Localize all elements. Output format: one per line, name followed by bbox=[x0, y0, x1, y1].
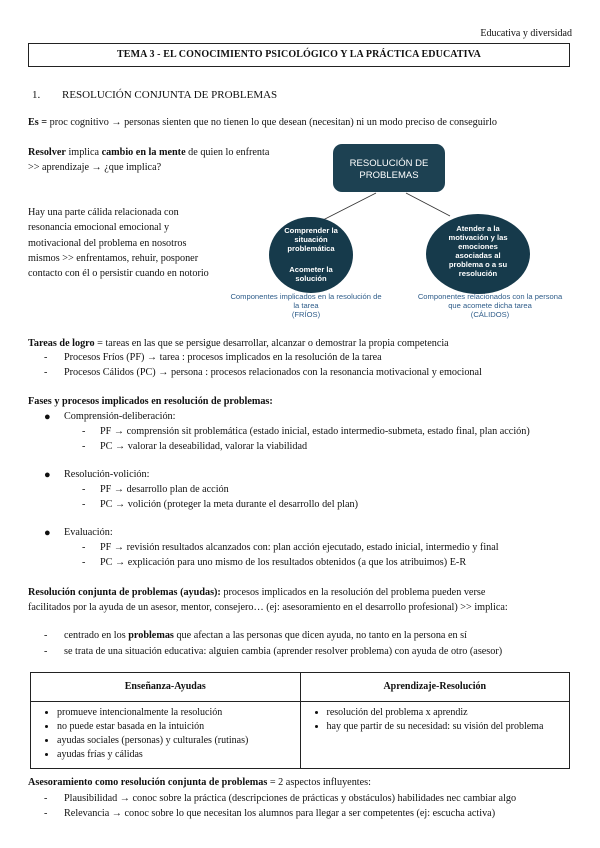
list-item-text: PF → comprensión sit problemática (estado inicial, estado intermedio-submeta, estado final, plan acción) bbox=[100, 426, 530, 437]
conjunta-item1-a: centrado en los bbox=[64, 630, 129, 641]
resolver-mid: implica bbox=[65, 147, 102, 158]
warm-line: resonancia emocional emocional y bbox=[28, 222, 170, 234]
warm-node-line: asociadas al bbox=[455, 251, 501, 260]
phase-name: Resolución-volición: bbox=[64, 469, 150, 480]
table-list-item: • resolución del problema x aprendiz bbox=[327, 706, 564, 720]
diagram-connector-right bbox=[406, 193, 450, 216]
resolver-term: Resolver bbox=[28, 147, 66, 158]
warm-node-line: Atender a la bbox=[456, 224, 500, 233]
conjunta-item1-c: que afectan a las personas que dicen ayuda, no tanto en la persona en sí bbox=[173, 630, 467, 641]
list-item: - centrado en los problemas que afectan a las personas que dicen ayuda, no tanto en la persona en sí bbox=[44, 628, 502, 644]
warm-node-line: emociones bbox=[458, 242, 498, 251]
cold-caption-line: la tarea bbox=[293, 301, 319, 310]
tareas-text: = tareas en las que se persigue desarrollar, alcanzar o demostrar la propia competencia bbox=[94, 338, 449, 349]
table-list-item: • ayudas frías y cálidas bbox=[57, 748, 294, 762]
tareas-definition bbox=[28, 337, 449, 351]
course-header: Educativa y diversidad bbox=[480, 28, 572, 39]
resolver-line-2: >> aprendizaje → ¿que implica? bbox=[28, 162, 162, 174]
list-item-text: PC → volición (proteger la meta durante el desarrollo del plan) bbox=[100, 498, 359, 510]
phase-name: Comprensión-deliberación: bbox=[64, 411, 176, 422]
cold-node-line: Comprender la bbox=[284, 226, 338, 235]
list-item: - PF → desarrollo plan de acción bbox=[82, 483, 358, 498]
list-item-text: PC → valorar la deseabilidad, valorar la viabilidad bbox=[100, 440, 308, 452]
section-heading bbox=[32, 88, 277, 103]
tareas-term: Tareas de logro bbox=[28, 338, 95, 349]
definition-text: proc cognitivo → personas sienten que no tienen lo que desean (necesitan) ni un modo preciso de conseguirlo bbox=[47, 117, 497, 128]
conjunta-line-1 bbox=[28, 585, 508, 600]
list-item-text: Procesos Fríos (PF) → tarea : procesos implicados en la resolución de la tarea bbox=[64, 352, 382, 363]
list-item: - PC → valorar la deseabilidad, valorar la viabilidad bbox=[82, 440, 530, 455]
table-cell bbox=[31, 702, 301, 769]
asesoramiento-list bbox=[44, 791, 516, 822]
phase-item: ● Evaluación: bbox=[44, 527, 113, 539]
tareas-list bbox=[44, 351, 482, 381]
list-item-text: PF → revisión resultados alcanzados con: plan acción ejecutado, estado inicial, intermedio y final bbox=[100, 542, 499, 553]
cold-node-line: solución bbox=[295, 274, 327, 283]
cold-node-line: problemática bbox=[287, 244, 335, 253]
phase-sublist bbox=[82, 425, 530, 455]
diagram-connector-left bbox=[323, 193, 376, 220]
asesoramiento-text: = 2 aspectos influyentes: bbox=[267, 777, 371, 788]
conjunta-text: procesos implicados en la resolución del problema pueden verse bbox=[220, 587, 486, 598]
cold-node-line: Acometer la bbox=[289, 265, 333, 274]
section-title: RESOLUCIÓN CONJUNTA DE PROBLEMAS bbox=[62, 89, 278, 101]
phase-sublist bbox=[82, 483, 358, 513]
conjunta-paragraph bbox=[28, 585, 508, 616]
list-item: - Procesos Fríos (PF) → tarea : procesos implicados en la resolución de la tarea bbox=[44, 351, 482, 366]
list-item-text: PC → explicación para uno mismo de los resultados obtenidos (a que los atribuimos) E-R bbox=[100, 556, 467, 568]
warm-paragraph bbox=[28, 205, 233, 281]
table-list bbox=[307, 706, 564, 734]
list-item-text: se trata de una situación educativa: alguien cambia (aprender resolver problema) con ayuda de otro (asesor) bbox=[64, 646, 503, 658]
list-item: - PC → explicación para uno mismo de los resultados obtenidos (a que los atribuimos) E-R bbox=[82, 556, 499, 571]
list-item: - Relevancia → conoc sobre lo que necesitan los alumnos para llegar a ser competentes (ej: escucha activa) bbox=[44, 806, 516, 821]
warm-caption-line: (CÁLIDOS) bbox=[470, 310, 510, 319]
warm-line: motivacional del problema en nosotros bbox=[28, 237, 187, 249]
resolution-diagram bbox=[228, 138, 573, 328]
conjunta-list bbox=[44, 628, 502, 661]
list-item: - Plausibilidad → conoc sobre la práctica (descripciones de prácticas y obstáculos) habilidades nec cambiar algo bbox=[44, 791, 516, 806]
table-header: Enseñanza-Ayudas bbox=[31, 673, 301, 702]
list-item: - PC → volición (proteger la meta durante el desarrollo del plan) bbox=[82, 498, 358, 513]
table-list-item: • no puede estar basada en la intuición bbox=[57, 720, 294, 734]
table-header: Aprendizaje-Resolución bbox=[300, 673, 570, 702]
cold-caption-line: Componentes implicados en la resolución de bbox=[230, 292, 382, 301]
page-title bbox=[28, 43, 570, 67]
definition-term: Es = bbox=[28, 117, 48, 128]
table-list-item: • ayudas sociales (personas) y culturales (rutinas) bbox=[57, 734, 294, 748]
fases-heading bbox=[28, 395, 273, 409]
page-title-text: TEMA 3 - EL CONOCIMIENTO PSICOLÓGICO Y LA PRÁCTICA EDUCATIVA bbox=[117, 49, 481, 61]
table-list-item: • promueve intencionalmente la resolución bbox=[57, 706, 294, 720]
warm-node-line: resolución bbox=[458, 269, 498, 278]
ayudas-table bbox=[30, 672, 570, 769]
table-cell bbox=[300, 702, 570, 769]
phase-item: ● Resolución-volición: bbox=[44, 469, 150, 481]
warm-line: Hay una parte cálida relacionada con bbox=[28, 207, 179, 218]
diagram-top-line-2: PROBLEMAS bbox=[359, 170, 419, 181]
warm-node-line: motivación y las bbox=[448, 233, 508, 242]
table-list bbox=[37, 706, 294, 762]
warm-line: contacto con él o persistir cuando en notorio bbox=[28, 268, 209, 280]
conjunta-item1-bold: problemas bbox=[128, 630, 174, 641]
list-item-text: Relevancia → conoc sobre lo que necesitan los alumnos para llegar a ser competentes (ej: escucha activa) bbox=[64, 808, 496, 820]
list-item-text: Procesos Cálidos (PC) → persona : procesos relacionados con la resonancia motivacional y emocional bbox=[64, 366, 482, 378]
conjunta-term: Resolución conjunta de problemas (ayudas): bbox=[28, 587, 221, 598]
resolver-rest: de quien lo enfrenta bbox=[185, 147, 270, 158]
list-item: - PF → revisión resultados alcanzados con: plan acción ejecutado, estado inicial, intermedio y final bbox=[82, 541, 499, 556]
fases-heading-text: Fases y procesos implicados en resolución de problemas: bbox=[28, 396, 273, 407]
list-item: - PF → comprensión sit problemática (estado inicial, estado intermedio-submeta, estado final, plan acción) bbox=[82, 425, 530, 440]
list-item: - Procesos Cálidos (PC) → persona : procesos relacionados con la resonancia motivacional y emocional bbox=[44, 366, 482, 381]
asesoramiento-line bbox=[28, 776, 371, 790]
conjunta-line-2: facilitados por la ayuda de un asesor, mentor, consejero… (ej: asesoramiento en el desarrollo profesional) >> implica: bbox=[28, 602, 508, 614]
cold-caption-line: (FRÍOS) bbox=[291, 310, 321, 319]
phase-item: ● Comprensión-deliberación: bbox=[44, 411, 176, 423]
definition-line bbox=[28, 116, 497, 130]
list-item-text bbox=[64, 628, 467, 644]
table-list-item: • hay que partir de su necesidad: su visión del problema bbox=[327, 720, 564, 734]
diagram-top-line-1: RESOLUCIÓN DE bbox=[349, 158, 429, 169]
phase-sublist bbox=[82, 541, 499, 571]
list-item-text: PF → desarrollo plan de acción bbox=[100, 484, 229, 495]
list-item-text: Plausibilidad → conoc sobre la práctica (descripciones de prácticas y obstáculos) habilidades nec cambiar algo bbox=[64, 793, 517, 804]
resolver-bold: cambio en la mente bbox=[101, 147, 186, 158]
warm-line: mismos >> enfrentamos, rehuir, posponer bbox=[28, 252, 199, 264]
warm-node-line: problema o a su bbox=[448, 260, 508, 269]
asesoramiento-term: Asesoramiento como resolución conjunta de problemas bbox=[28, 777, 268, 788]
section-number: 1. bbox=[32, 89, 41, 101]
warm-caption-line: que acomete dicha tarea bbox=[448, 301, 532, 310]
list-item: - se trata de una situación educativa: alguien cambia (aprender resolver problema) con ayuda de otro (asesor) bbox=[44, 644, 502, 660]
phase-name: Evaluación: bbox=[64, 527, 113, 538]
cold-node-line: situación bbox=[294, 235, 328, 244]
warm-caption-line: Componentes relacionados con la persona bbox=[417, 292, 563, 301]
